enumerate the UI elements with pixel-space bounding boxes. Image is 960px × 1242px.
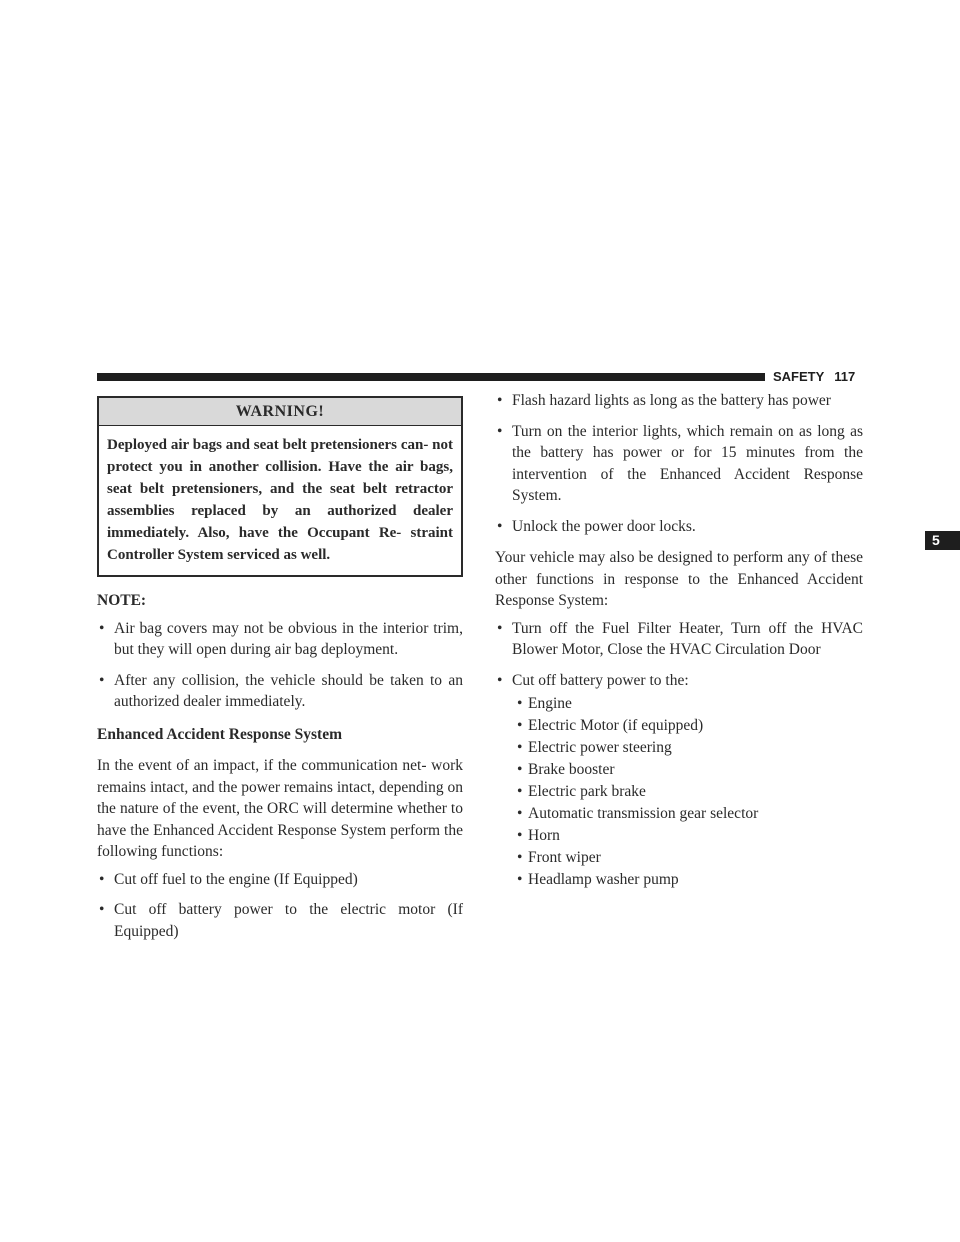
battery-item-text: Electric power steering xyxy=(528,739,672,756)
other-function-item xyxy=(495,618,863,661)
battery-item-text: Automatic transmission gear selector xyxy=(528,805,759,822)
bullet-icon: • xyxy=(517,871,523,888)
battery-item-text: Horn xyxy=(528,827,560,844)
function-item-text: Unlock the power door locks. xyxy=(512,517,696,535)
bullet-icon: • xyxy=(517,827,523,844)
left-column xyxy=(97,396,463,942)
other-function-item-text: Turn off the Fuel Filter Heater, Turn off the HVAC Blower Motor, Close the HVAC Circulation Door xyxy=(512,619,863,658)
function-list-continued xyxy=(495,390,863,537)
warning-box xyxy=(97,396,463,577)
function-item xyxy=(495,516,863,538)
function-item xyxy=(495,390,863,412)
note-label: NOTE: xyxy=(97,592,147,609)
bullet-icon: • xyxy=(99,619,105,637)
bullet-icon: • xyxy=(517,805,523,822)
bullet-icon: • xyxy=(517,717,523,734)
function-item-text: Cut off battery power to the electric motor (If Equipped) xyxy=(114,901,463,940)
note-item-text: After any collision, the vehicle should be taken to an authorized dealer immediately. xyxy=(114,671,463,710)
warning-text: Deployed air bags and seat belt pretensioners can- not protect you in another collision. Have the air bags, seat belt pretensioners, and the seat belt retractor assemblies replaced by an authorized dealer immediately. Also, have the Occupant Re- straint Controller System serviced as well. xyxy=(107,437,453,563)
page-number: 117 xyxy=(834,369,856,384)
battery-item-text: Front wiper xyxy=(528,849,601,866)
battery-item xyxy=(517,869,863,891)
function-item xyxy=(495,421,863,507)
note-item xyxy=(97,670,463,713)
bullet-icon: • xyxy=(517,739,523,756)
section-title: Enhanced Accident Response System xyxy=(97,725,343,743)
function-item-text: Cut off fuel to the engine (If Equipped) xyxy=(114,870,358,888)
other-functions-intro: Your vehicle may also be designed to perform any of these other functions in response to the Enhanced Accident Response System: xyxy=(495,549,863,609)
other-function-item-text: Cut off battery power to the: xyxy=(512,671,689,689)
right-column xyxy=(495,390,863,891)
eadr-intro: In the event of an impact, if the communication net- work remains intact, and the power remains intact, depending on the nature of the event, the ORC will determine whether to have the Enhanced Accident Response System perform the following functions: xyxy=(97,757,463,860)
bullet-icon: • xyxy=(517,695,523,712)
battery-item-text: Headlamp washer pump xyxy=(528,871,679,888)
battery-item xyxy=(517,737,863,759)
warning-title: WARNING! xyxy=(99,398,461,426)
function-item xyxy=(97,869,463,891)
battery-cutoff-list xyxy=(512,693,863,891)
battery-item xyxy=(517,715,863,737)
bullet-icon: • xyxy=(497,517,503,535)
bullet-icon: • xyxy=(497,392,503,409)
battery-item xyxy=(517,693,863,715)
battery-item xyxy=(517,825,863,847)
chapter-tab: 5 xyxy=(925,531,960,550)
function-item-text: Turn on the interior lights, which remain on as long as the battery has power or for 15 minutes from the intervention of the Enhanced Accident Response System. xyxy=(512,422,863,504)
section-name: SAFETY xyxy=(773,369,825,384)
running-header xyxy=(773,368,855,386)
function-item xyxy=(97,899,463,942)
battery-item xyxy=(517,781,863,803)
battery-item xyxy=(517,847,863,869)
note-list xyxy=(97,618,463,713)
battery-item-text: Electric Motor (if equipped) xyxy=(528,717,704,734)
function-item-text: Flash hazard lights as long as the battery has power xyxy=(512,392,831,409)
battery-item-text: Engine xyxy=(528,695,572,712)
battery-item-text: Electric park brake xyxy=(528,783,646,800)
header-rule xyxy=(97,373,765,381)
bullet-icon: • xyxy=(497,619,503,637)
note-item-text: Air bag covers may not be obvious in the interior trim, but they will open during air bag deployment. xyxy=(114,619,463,658)
bullet-icon: • xyxy=(99,870,105,888)
other-function-item xyxy=(495,670,863,891)
bullet-icon: • xyxy=(497,422,503,440)
battery-item xyxy=(517,759,863,781)
note-item xyxy=(97,618,463,661)
bullet-icon: • xyxy=(517,783,523,800)
bullet-icon: • xyxy=(99,671,105,689)
bullet-icon: • xyxy=(99,901,105,918)
battery-item xyxy=(517,803,863,825)
other-function-list xyxy=(495,618,863,891)
battery-item-text: Brake booster xyxy=(528,761,615,778)
bullet-icon: • xyxy=(517,849,523,866)
bullet-icon: • xyxy=(517,761,523,778)
bullet-icon: • xyxy=(497,671,503,689)
function-list xyxy=(97,869,463,943)
